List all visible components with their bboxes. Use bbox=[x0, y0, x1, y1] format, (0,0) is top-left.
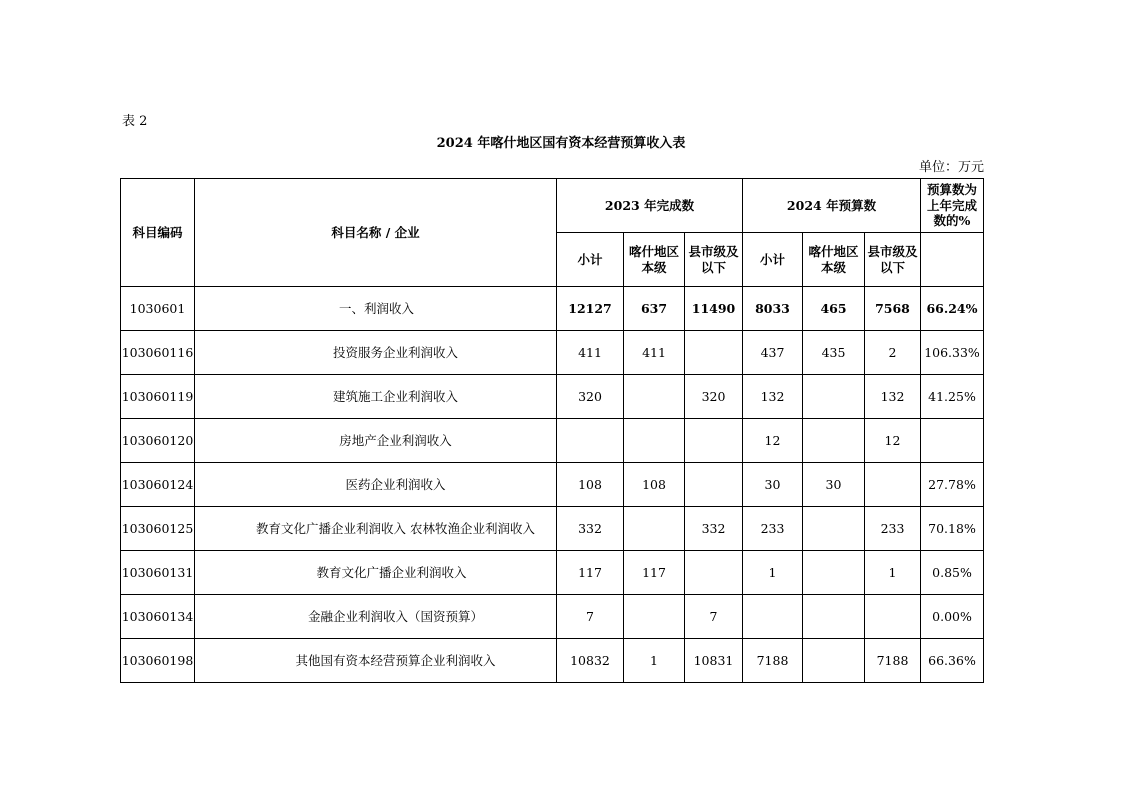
cell-subtotal-2024: 132 bbox=[743, 375, 803, 419]
cell-subtotal-2024 bbox=[743, 595, 803, 639]
cell-local-2023 bbox=[624, 507, 685, 551]
cell-local-2023: 1 bbox=[624, 639, 685, 683]
cell-local-2023 bbox=[624, 375, 685, 419]
cell-county-2024 bbox=[865, 463, 921, 507]
row-code: 103060124 bbox=[121, 463, 195, 507]
table-row bbox=[121, 507, 984, 551]
row-code: 103060125 bbox=[121, 507, 195, 551]
header-ratio-blank bbox=[921, 233, 984, 287]
row-name: 教育文化广播企业利润收入 农林牧渔企业利润收入 bbox=[195, 507, 557, 551]
cell-subtotal-2024: 12 bbox=[743, 419, 803, 463]
cell-local-2024: 435 bbox=[803, 331, 865, 375]
cell-ratio: 70.18% bbox=[921, 507, 984, 551]
cell-local-2023: 411 bbox=[624, 331, 685, 375]
row-name: 医药企业利润收入 bbox=[195, 463, 557, 507]
cell-local-2024 bbox=[803, 639, 865, 683]
row-name: 教育文化广播企业利润收入 bbox=[195, 551, 557, 595]
row-name: 一、利润收入 bbox=[195, 287, 557, 331]
cell-subtotal-2023: 7 bbox=[557, 595, 624, 639]
cell-county-2024: 7568 bbox=[865, 287, 921, 331]
cell-county-2024: 12 bbox=[865, 419, 921, 463]
row-code: 103060119 bbox=[121, 375, 195, 419]
table-row bbox=[121, 551, 984, 595]
table-label: 表 2 bbox=[122, 114, 148, 129]
row-name: 房地产企业利润收入 bbox=[195, 419, 557, 463]
header-local-2023: 喀什地区本级 bbox=[624, 233, 685, 287]
row-name: 其他国有资本经营预算企业利润收入 bbox=[195, 639, 557, 683]
header-2023-group: 2023 年完成数 bbox=[557, 179, 743, 233]
cell-subtotal-2024: 233 bbox=[743, 507, 803, 551]
cell-subtotal-2023: 411 bbox=[557, 331, 624, 375]
row-name: 投资服务企业利润收入 bbox=[195, 331, 557, 375]
table-row bbox=[121, 595, 984, 639]
row-name: 金融企业利润收入（国资预算） bbox=[195, 595, 557, 639]
cell-subtotal-2023: 10832 bbox=[557, 639, 624, 683]
cell-local-2023: 637 bbox=[624, 287, 685, 331]
cell-county-2023: 7 bbox=[685, 595, 743, 639]
table-row bbox=[121, 375, 984, 419]
cell-ratio: 0.85% bbox=[921, 551, 984, 595]
cell-county-2024: 132 bbox=[865, 375, 921, 419]
cell-county-2024: 2 bbox=[865, 331, 921, 375]
cell-subtotal-2023: 108 bbox=[557, 463, 624, 507]
cell-ratio: 0.00% bbox=[921, 595, 984, 639]
cell-county-2023 bbox=[685, 331, 743, 375]
cell-local-2024 bbox=[803, 375, 865, 419]
cell-local-2023: 108 bbox=[624, 463, 685, 507]
row-code: 103060134 bbox=[121, 595, 195, 639]
cell-local-2023 bbox=[624, 419, 685, 463]
cell-local-2023: 117 bbox=[624, 551, 685, 595]
cell-county-2023: 332 bbox=[685, 507, 743, 551]
row-code: 103060198 bbox=[121, 639, 195, 683]
cell-local-2024 bbox=[803, 551, 865, 595]
cell-local-2024 bbox=[803, 595, 865, 639]
cell-county-2023: 320 bbox=[685, 375, 743, 419]
header-local-2024: 喀什地区本级 bbox=[803, 233, 865, 287]
cell-ratio: 66.36% bbox=[921, 639, 984, 683]
table-row bbox=[121, 639, 984, 683]
revenue-table bbox=[120, 178, 984, 683]
cell-local-2024 bbox=[803, 507, 865, 551]
cell-county-2024 bbox=[865, 595, 921, 639]
header-name: 科目名称 / 企业 bbox=[195, 179, 557, 287]
header-code: 科目编码 bbox=[121, 179, 195, 287]
header-county-2023: 县市级及以下 bbox=[685, 233, 743, 287]
table-row bbox=[121, 463, 984, 507]
cell-subtotal-2023: 320 bbox=[557, 375, 624, 419]
cell-subtotal-2024: 7188 bbox=[743, 639, 803, 683]
cell-local-2024 bbox=[803, 419, 865, 463]
cell-subtotal-2024: 437 bbox=[743, 331, 803, 375]
row-name: 建筑施工企业利润收入 bbox=[195, 375, 557, 419]
header-subtotal-2024: 小计 bbox=[743, 233, 803, 287]
cell-county-2023 bbox=[685, 551, 743, 595]
cell-subtotal-2023 bbox=[557, 419, 624, 463]
header-subtotal-2023: 小计 bbox=[557, 233, 624, 287]
table-row bbox=[121, 419, 984, 463]
cell-subtotal-2024: 1 bbox=[743, 551, 803, 595]
cell-local-2024: 465 bbox=[803, 287, 865, 331]
cell-ratio: 27.78% bbox=[921, 463, 984, 507]
header-2024-group: 2024 年预算数 bbox=[743, 179, 921, 233]
table-row bbox=[121, 331, 984, 375]
cell-county-2024: 1 bbox=[865, 551, 921, 595]
cell-subtotal-2023: 12127 bbox=[557, 287, 624, 331]
header-ratio: 预算数为上年完成数的% bbox=[921, 179, 984, 233]
table-row bbox=[121, 287, 984, 331]
cell-ratio: 106.33% bbox=[921, 331, 984, 375]
cell-subtotal-2023: 117 bbox=[557, 551, 624, 595]
unit-label: 单位：万元 bbox=[918, 160, 984, 175]
row-code: 103060131 bbox=[121, 551, 195, 595]
cell-county-2024: 7188 bbox=[865, 639, 921, 683]
document-title: 2024 年喀什地区国有资本经营预算收入表 bbox=[436, 136, 686, 151]
cell-ratio: 66.24% bbox=[921, 287, 984, 331]
cell-local-2024: 30 bbox=[803, 463, 865, 507]
cell-ratio: 41.25% bbox=[921, 375, 984, 419]
cell-local-2023 bbox=[624, 595, 685, 639]
row-code: 103060116 bbox=[121, 331, 195, 375]
row-code: 1030601 bbox=[121, 287, 195, 331]
cell-county-2023: 11490 bbox=[685, 287, 743, 331]
cell-subtotal-2024: 8033 bbox=[743, 287, 803, 331]
header-county-2024: 县市级及以下 bbox=[865, 233, 921, 287]
cell-subtotal-2024: 30 bbox=[743, 463, 803, 507]
cell-county-2023 bbox=[685, 419, 743, 463]
cell-county-2024: 233 bbox=[865, 507, 921, 551]
row-code: 103060120 bbox=[121, 419, 195, 463]
cell-ratio bbox=[921, 419, 984, 463]
cell-subtotal-2023: 332 bbox=[557, 507, 624, 551]
cell-county-2023: 10831 bbox=[685, 639, 743, 683]
cell-county-2023 bbox=[685, 463, 743, 507]
